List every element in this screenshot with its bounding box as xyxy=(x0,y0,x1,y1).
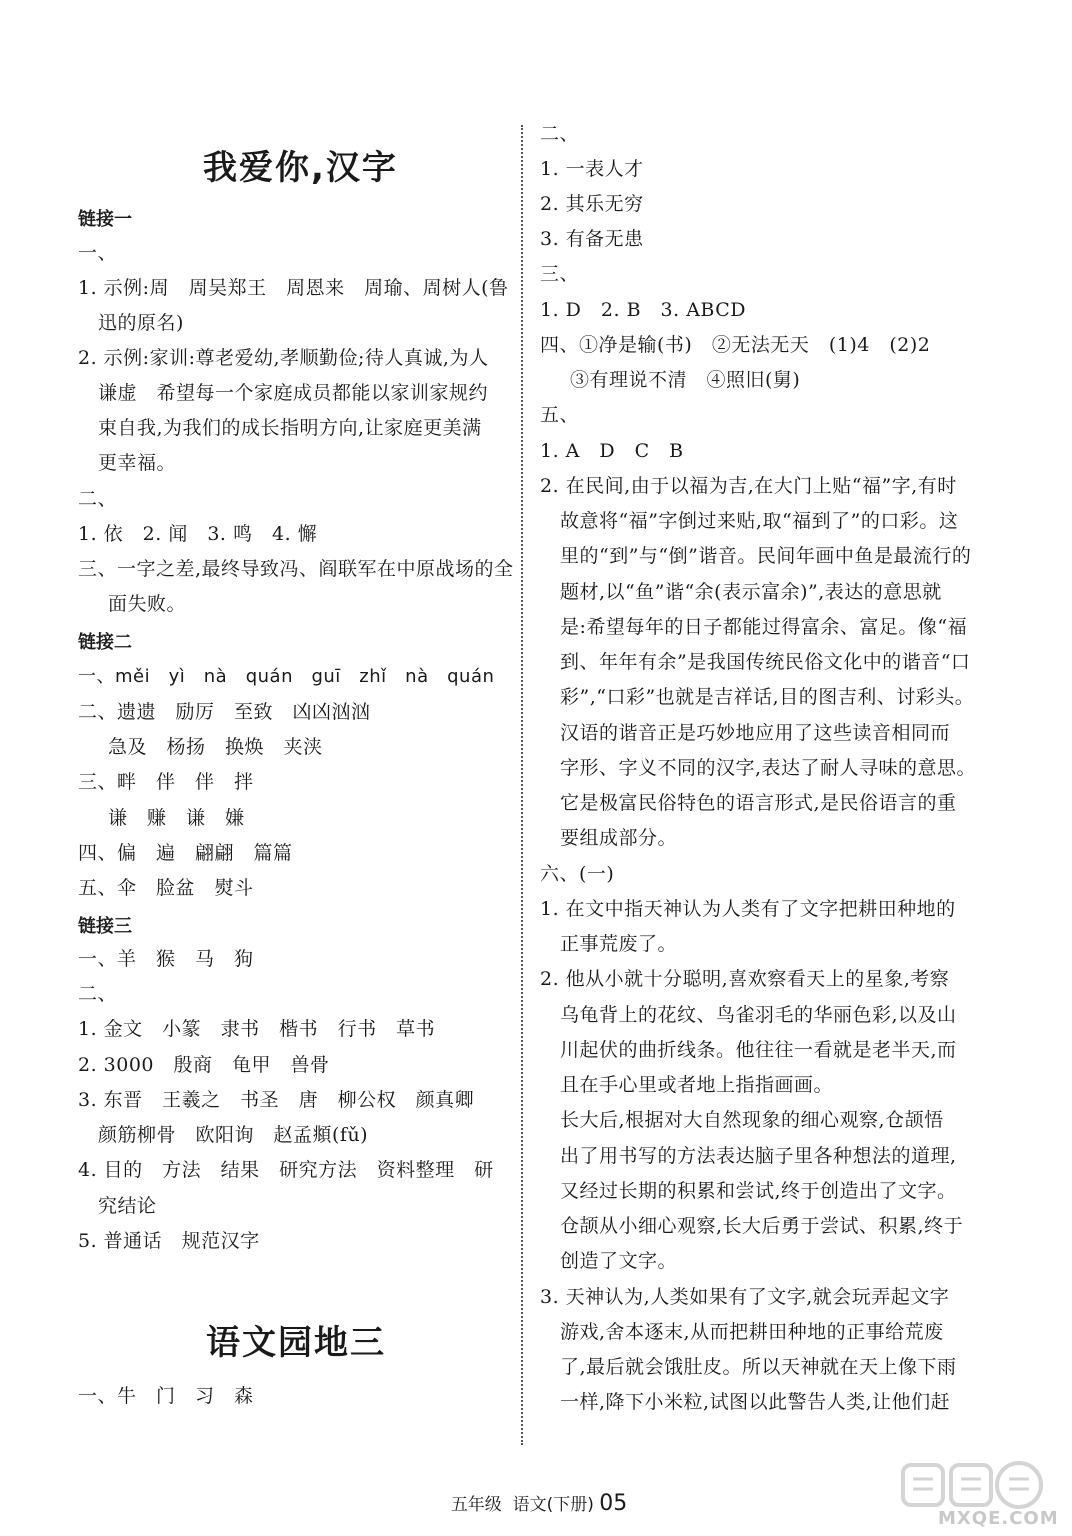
text-line: 1. 一表人才 xyxy=(540,158,644,180)
text-line: 2. 其乐无穷 xyxy=(540,193,644,215)
text-line: 六、(一) xyxy=(540,863,615,885)
pinyin-line: 一、měi yì nà quán guī zhǐ nà quán xyxy=(78,666,495,687)
text-line: 迅的原名) xyxy=(98,312,184,334)
text-line: 题材,以“鱼”谐“余(表示富余)”,表达的意思就 xyxy=(560,581,942,603)
section-title: 语文园地三 xyxy=(206,1323,386,1363)
subsection-heading: 链接一 xyxy=(78,209,132,230)
section-title: 我爱你,汉字 xyxy=(203,148,398,188)
text-line: 3. 东晋 王羲之 书圣 唐 柳公权 颜真卿 xyxy=(78,1089,475,1111)
text-line: 2. 他从小就十分聪明,喜欢察看天上的星象,考察 xyxy=(540,968,950,990)
text-line: 二、遗遗 励厉 至致 凶凶汹汹 xyxy=(78,701,371,723)
text-line: 1. 示例:周 周吴郑王 周恩来 周瑜、周树人(鲁 xyxy=(78,277,509,299)
text-line: 究结论 xyxy=(98,1195,157,1217)
text-line: ③有理说不清 ④照旧(舅) xyxy=(570,369,801,391)
text-line: 五、伞 脸盆 熨斗 xyxy=(78,877,254,899)
text-line: 束自我,为我们的成长指明方向,让家庭更美满 xyxy=(98,417,482,439)
footer-subject: 语文(下册) xyxy=(512,1495,594,1515)
text-line: 故意将“福”字倒过来贴,取“福到了”的口彩。这 xyxy=(560,510,959,532)
text-line: 1. 金文 小篆 隶书 楷书 行书 草书 xyxy=(78,1018,436,1040)
text-line: 二、 xyxy=(540,123,580,145)
text-line: 二、 xyxy=(78,488,118,510)
text-line: 彩”,“口彩”也就是吉祥话,目的图吉利、讨彩头。 xyxy=(560,686,975,708)
text-line: 正事荒废了。 xyxy=(560,933,678,955)
watermark-text: MXQE.COM xyxy=(938,1508,1059,1529)
text-line: 一、 xyxy=(78,242,118,264)
text-line: 一、牛 门 习 森 xyxy=(78,1385,254,1407)
text-line: 4. 目的 方法 结果 研究方法 资料整理 研 xyxy=(78,1159,494,1181)
text-line: 汉语的谐音正是巧妙地应用了这些读音相同而 xyxy=(560,722,951,744)
text-line: 里的“到”与“倒”谐音。民间年画中鱼是最流行的 xyxy=(560,545,972,567)
text-line: 5. 普通话 规范汉字 xyxy=(78,1230,260,1252)
text-line: 了,最后就会饿肚皮。所以天神就在天上像下雨 xyxy=(560,1356,957,1378)
text-line: 四、偏 遍 翩翩 篇篇 xyxy=(78,842,293,864)
text-line: 1. A D C B xyxy=(540,440,684,462)
text-line: 谦虚 希望每一个家庭成员都能以家训家规约 xyxy=(98,382,489,404)
text-line: 三、畔 伴 伴 拌 xyxy=(78,771,254,793)
page-footer xyxy=(440,1470,627,1516)
text-line: 三、 xyxy=(540,263,580,285)
text-line: 2. 示例:家训:尊老爱幼,孝顺勤俭;待人真诚,为人 xyxy=(78,347,489,369)
text-line: 又经过长期的积累和尝试,终于创造出了文字。 xyxy=(560,1180,957,1202)
text-line: 谦 赚 谦 嫌 xyxy=(108,807,245,829)
text-line: 2. 3000 殷商 龟甲 兽骨 xyxy=(78,1054,330,1076)
text-line: 出了用书写的方法表达脑子里各种想法的道理, xyxy=(560,1145,957,1167)
subsection-heading: 链接三 xyxy=(78,916,132,937)
text-line: 3. 有备无患 xyxy=(540,228,644,250)
text-line: 创造了文字。 xyxy=(560,1250,678,1272)
text-line: 一样,降下小米粒,试图以此警告人类,让他们赶 xyxy=(560,1391,951,1413)
text-line: 2. 在民间,由于以福为吉,在大门上贴“福”字,有时 xyxy=(540,475,957,497)
text-line: 乌龟背上的花纹、鸟雀羽毛的华丽色彩,以及山 xyxy=(560,1004,957,1026)
text-line: 四、①净是输(书) ②无法无天 (1)4 (2)2 xyxy=(540,334,931,356)
text-line: 更幸福。 xyxy=(98,452,177,474)
subsection-heading: 链接二 xyxy=(78,632,132,653)
text-line: 游戏,舍本逐末,从而把耕田种地的正事给荒废 xyxy=(560,1321,944,1343)
text-line: 到、年年有余”是我国传统民俗文化中的谐音“口 xyxy=(560,651,971,673)
text-line: 急及 杨扬 换焕 夹浃 xyxy=(108,736,323,758)
text-line: 是:希望每年的日子都能过得富余、富足。像“福 xyxy=(560,616,968,638)
text-line: 字形、字义不同的汉字,表达了耐人寻味的意思。 xyxy=(560,757,977,779)
text-line: 且在手心里或者地上指指画画。 xyxy=(560,1074,834,1096)
text-line: 颜筋柳骨 欧阳询 赵孟頫(fǔ) xyxy=(98,1124,369,1146)
text-line: 川起伏的曲折线条。他往往一看就是老半天,而 xyxy=(560,1039,957,1061)
text-line: 1. D 2. B 3. ABCD xyxy=(540,299,747,321)
text-line: 3. 天神认为,人类如果有了文字,就会玩弄起文字 xyxy=(540,1286,950,1308)
text-line: 二、 xyxy=(78,983,118,1005)
text-line: 面失败。 xyxy=(108,593,187,615)
column-divider xyxy=(521,125,523,1445)
text-line: 要组成部分。 xyxy=(560,827,678,849)
text-line: 一、羊 猴 马 狗 xyxy=(78,948,254,970)
text-line: 五、 xyxy=(540,404,580,426)
text-line: 1. 依 2. 闻 3. 鸣 4. 懈 xyxy=(78,523,318,545)
text-line: 仓颉从小细心观察,长大后勇于尝试、积累,终于 xyxy=(560,1215,964,1237)
page-number: 05 xyxy=(599,1491,628,1516)
text-line: 长大后,根据对大自然现象的细心观察,仓颉悟 xyxy=(560,1109,944,1131)
text-line: 它是极富民俗特色的语言形式,是民俗语言的重 xyxy=(560,792,957,814)
footer-grade: 五年级 xyxy=(450,1495,502,1515)
text-line: 1. 在文中指天神认为人类有了文字把耕田种地的 xyxy=(540,898,956,920)
text-line: 三、一字之差,最终导致冯、阎联军在中原战场的全 xyxy=(78,558,514,580)
